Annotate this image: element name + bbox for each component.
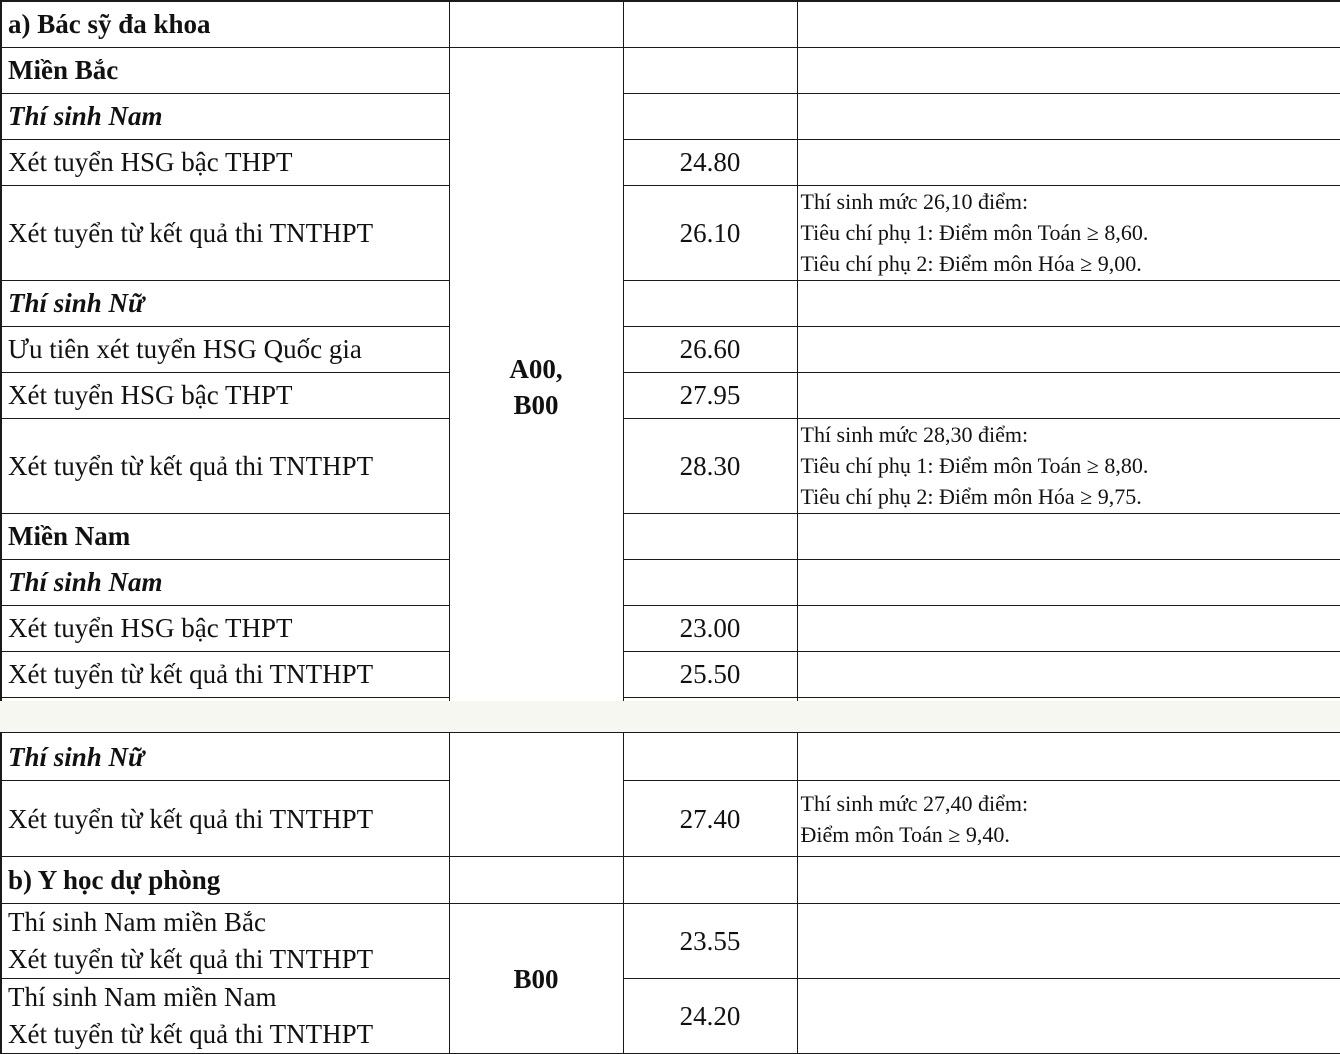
south-female-label: Thí sinh Nữ <box>1 733 449 781</box>
empty-cell <box>797 1 1340 47</box>
score-cell: 28.30 <box>623 418 797 513</box>
empty-cell <box>623 733 797 781</box>
table-row <box>1 513 1340 559</box>
empty-cell <box>797 904 1340 979</box>
table-row <box>1 605 1340 651</box>
score-cell: 24.20 <box>623 979 797 1054</box>
region-north-label: Miền Bắc <box>1 47 449 93</box>
note-line: Điểm môn Toán ≥ 9,40. <box>800 821 1010 847</box>
empty-cell <box>623 47 797 93</box>
empty-cell <box>797 93 1340 139</box>
method-cell: Xét tuyển từ kết quả thi TNTHPT <box>1 651 449 697</box>
empty-cell <box>797 139 1340 185</box>
method-line: Xét tuyển từ kết quả thi TNTHPT <box>8 944 374 974</box>
method-cell <box>1 904 449 979</box>
table-row <box>1 651 1340 697</box>
method-cell: Xét tuyển HSG bậc THPT <box>1 139 449 185</box>
method-cell: Xét tuyển từ kết quả thi TNTHPT <box>1 781 449 857</box>
admission-score-table-part2 <box>0 732 1340 1054</box>
table-row <box>1 781 1340 857</box>
score-cell: 24.80 <box>623 139 797 185</box>
score-cell: 27.95 <box>623 372 797 418</box>
section-a-title: a) Bác sỹ đa khoa <box>1 1 449 47</box>
method-cell: Xét tuyển HSG bậc THPT <box>1 605 449 651</box>
tiebreak-note-cell <box>797 418 1340 513</box>
note-line: Tiêu chí phụ 2: Điểm môn Hóa ≥ 9,00. <box>800 251 1142 276</box>
method-cell: Ưu tiên xét tuyển HSG Quốc gia <box>1 326 449 372</box>
north-male-label: Thí sinh Nam <box>1 93 449 139</box>
note-line: Tiêu chí phụ 2: Điểm môn Hóa ≥ 9,75. <box>800 484 1142 509</box>
table-row <box>1 418 1340 513</box>
empty-cell <box>623 513 797 559</box>
empty-cell <box>797 559 1340 605</box>
combination-code-line1: A00, <box>509 354 563 384</box>
empty-cell <box>797 651 1340 697</box>
score-cell: 26.60 <box>623 326 797 372</box>
table-row <box>1 904 1340 979</box>
table-row <box>1 559 1340 605</box>
empty-cell <box>797 513 1340 559</box>
tiebreak-note-cell <box>797 781 1340 857</box>
table-row <box>1 47 1340 93</box>
score-cell: 23.55 <box>623 904 797 979</box>
method-cell <box>1 979 449 1054</box>
note-line: Thí sinh mức 26,10 điểm: <box>800 189 1029 214</box>
empty-cell <box>623 857 797 904</box>
table-row <box>1 857 1340 904</box>
empty-cell <box>797 280 1340 326</box>
empty-cell <box>623 1 797 47</box>
candidate-group-line: Thí sinh Nam miền Nam <box>8 982 277 1012</box>
note-line: Tiêu chí phụ 1: Điểm môn Toán ≥ 8,60. <box>800 220 1149 245</box>
empty-cell <box>797 857 1340 904</box>
score-cell: 23.00 <box>623 605 797 651</box>
region-south-label: Miền Nam <box>1 513 449 559</box>
section-b-title: b) Y học dự phòng <box>1 857 449 904</box>
subject-combination-cell: B00 <box>449 904 623 1054</box>
table-row <box>1 139 1340 185</box>
table-row <box>1 733 1340 781</box>
empty-cell <box>449 733 623 857</box>
table-row <box>1 280 1340 326</box>
tiebreak-note-cell <box>797 185 1340 280</box>
empty-cell <box>449 1 623 47</box>
method-line: Xét tuyển từ kết quả thi TNTHPT <box>8 1019 374 1049</box>
table-row <box>1 979 1340 1054</box>
empty-cell <box>797 47 1340 93</box>
table-row <box>1 372 1340 418</box>
page-break-gap <box>0 701 1340 732</box>
empty-cell <box>797 326 1340 372</box>
empty-cell <box>797 605 1340 651</box>
score-cell: 27.40 <box>623 781 797 857</box>
note-line: Thí sinh mức 27,40 điểm: <box>800 790 1029 816</box>
table-row <box>1 93 1340 139</box>
empty-cell <box>449 857 623 904</box>
empty-cell <box>623 93 797 139</box>
combination-code-line2: B00 <box>513 390 559 420</box>
empty-cell <box>623 280 797 326</box>
method-cell: Xét tuyển HSG bậc THPT <box>1 372 449 418</box>
method-cell: Xét tuyển từ kết quả thi TNTHPT <box>1 185 449 280</box>
north-female-label: Thí sinh Nữ <box>1 280 449 326</box>
note-line: Thí sinh mức 28,30 điểm: <box>800 422 1029 447</box>
south-male-label: Thí sinh Nam <box>1 559 449 605</box>
table-row <box>1 326 1340 372</box>
score-cell: 26.10 <box>623 185 797 280</box>
empty-cell <box>623 559 797 605</box>
empty-cell <box>797 372 1340 418</box>
table-row <box>1 185 1340 280</box>
candidate-group-line: Thí sinh Nam miền Bắc <box>8 907 266 937</box>
score-cell: 25.50 <box>623 651 797 697</box>
method-cell: Xét tuyển từ kết quả thi TNTHPT <box>1 418 449 513</box>
empty-cell <box>797 979 1340 1054</box>
table-row <box>1 1 1340 47</box>
note-line: Tiêu chí phụ 1: Điểm môn Toán ≥ 8,80. <box>800 453 1149 478</box>
subject-combination-cell <box>449 47 623 727</box>
empty-cell <box>797 733 1340 781</box>
